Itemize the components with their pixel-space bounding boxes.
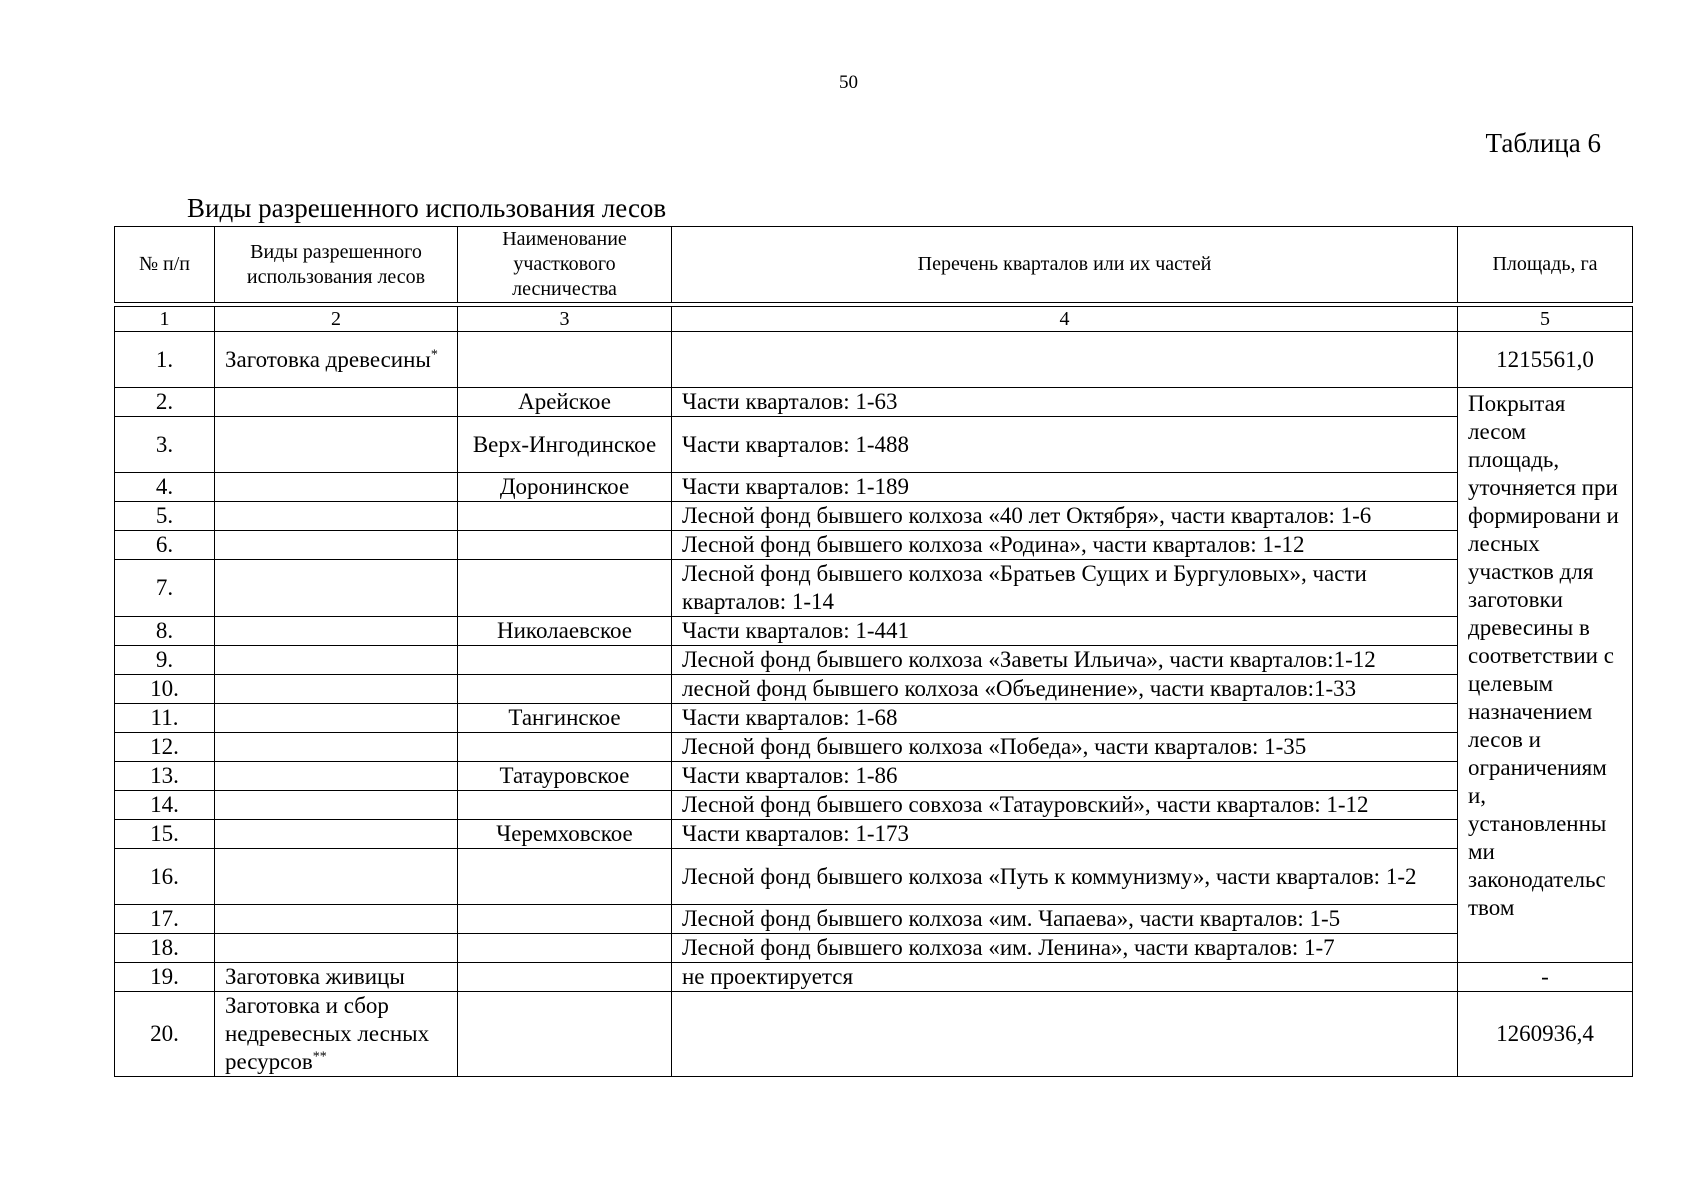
quarters-cell bbox=[672, 992, 1458, 1077]
use-type-cell: Заготовка живицы bbox=[215, 963, 458, 992]
table-row bbox=[115, 388, 1633, 417]
use-type-cell bbox=[215, 646, 458, 675]
use-type-cell bbox=[215, 560, 458, 617]
area-cell: 1260936,4 bbox=[1458, 992, 1633, 1077]
table-title: Виды разрешенного использования лесов bbox=[187, 193, 667, 223]
forestry-cell bbox=[458, 934, 672, 963]
quarters-cell bbox=[672, 332, 1458, 388]
use-type-cell bbox=[215, 992, 458, 1077]
use-type-cell bbox=[215, 473, 458, 502]
table-row bbox=[115, 992, 1633, 1077]
table-row bbox=[115, 820, 1633, 849]
page-number: 50 bbox=[839, 72, 858, 93]
header-cell: Виды разрешенного использования лесов bbox=[215, 227, 458, 303]
header-cell: Перечень кварталов или их частей bbox=[672, 227, 1458, 303]
area-cell: - bbox=[1458, 963, 1633, 992]
table-row bbox=[115, 417, 1633, 473]
quarters-cell: Части кварталов: 1-86 bbox=[672, 762, 1458, 791]
use-type-text: Заготовка древесины bbox=[225, 346, 431, 372]
quarters-cell: Лесной фонд бывшего колхоза «им. Ленина», части кварталов: 1-7 bbox=[672, 934, 1458, 963]
forestry-cell bbox=[458, 905, 672, 934]
quarters-cell: Лесной фонд бывшего колхоза «им. Чапаева», части кварталов: 1-5 bbox=[672, 905, 1458, 934]
table-row bbox=[115, 646, 1633, 675]
quarters-cell: Лесной фонд бывшего колхоза «40 лет Октября», части кварталов: 1-6 bbox=[672, 502, 1458, 531]
table-row bbox=[115, 934, 1633, 963]
row-number: 14. bbox=[115, 791, 215, 820]
row-number: 3. bbox=[115, 417, 215, 473]
use-type-cell bbox=[215, 820, 458, 849]
table-row bbox=[115, 704, 1633, 733]
forestry-cell bbox=[458, 675, 672, 704]
quarters-cell: лесной фонд бывшего колхоза «Объединение», части кварталов:1-33 bbox=[672, 675, 1458, 704]
table-row bbox=[115, 791, 1633, 820]
row-number: 7. bbox=[115, 560, 215, 617]
table-row bbox=[115, 849, 1633, 905]
header-cell: № п/п bbox=[115, 227, 215, 303]
forestry-cell bbox=[458, 502, 672, 531]
table-row bbox=[115, 617, 1633, 646]
column-number: 5 bbox=[1458, 307, 1633, 332]
table-row bbox=[115, 905, 1633, 934]
use-type-cell bbox=[215, 617, 458, 646]
use-type-cell bbox=[215, 934, 458, 963]
row-number: 1. bbox=[115, 332, 215, 388]
quarters-cell: не проектируется bbox=[672, 963, 1458, 992]
use-type-text: Заготовка и сбор недревесных лесных ресурсов bbox=[225, 993, 430, 1074]
quarters-cell: Части кварталов: 1-441 bbox=[672, 617, 1458, 646]
table-row bbox=[115, 733, 1633, 762]
table-row bbox=[115, 473, 1633, 502]
row-number: 12. bbox=[115, 733, 215, 762]
forestry-cell bbox=[458, 849, 672, 905]
forestry-cell: Тангинское bbox=[458, 704, 672, 733]
quarters-cell: Лесной фонд бывшего колхоза «Родина», части кварталов: 1-12 bbox=[672, 531, 1458, 560]
quarters-cell: Лесной фонд бывшего совхоза «Татауровский», части кварталов: 1-12 bbox=[672, 791, 1458, 820]
use-type-cell bbox=[215, 762, 458, 791]
row-number: 8. bbox=[115, 617, 215, 646]
forestry-cell: Николаевское bbox=[458, 617, 672, 646]
forestry-cell bbox=[458, 332, 672, 388]
table-row bbox=[115, 963, 1633, 992]
forestry-cell bbox=[458, 560, 672, 617]
use-type-cell bbox=[215, 388, 458, 417]
forestry-cell: Верх-Ингодинское bbox=[458, 417, 672, 473]
use-type-cell bbox=[215, 733, 458, 762]
row-number: 15. bbox=[115, 820, 215, 849]
row-number: 5. bbox=[115, 502, 215, 531]
table-label: Таблица 6 bbox=[1485, 128, 1601, 158]
table-row bbox=[115, 502, 1633, 531]
use-type-cell bbox=[215, 849, 458, 905]
quarters-cell: Части кварталов: 1-63 bbox=[672, 388, 1458, 417]
forestry-cell bbox=[458, 791, 672, 820]
row-number: 17. bbox=[115, 905, 215, 934]
forestry-cell bbox=[458, 733, 672, 762]
row-number: 19. bbox=[115, 963, 215, 992]
forestry-cell: Татауровское bbox=[458, 762, 672, 791]
table-row bbox=[115, 332, 1633, 388]
area-cell: 1215561,0 bbox=[1458, 332, 1633, 388]
quarters-cell: Лесной фонд бывшего колхоза «Победа», части кварталов: 1-35 bbox=[672, 733, 1458, 762]
table-row bbox=[115, 560, 1633, 617]
quarters-cell: Лесной фонд бывшего колхоза «Путь к коммунизму», части кварталов: 1-2 bbox=[672, 849, 1458, 905]
quarters-cell: Лесной фонд бывшего колхоза «Братьев Сущих и Бургуловых», части кварталов: 1-14 bbox=[672, 560, 1458, 617]
row-number: 11. bbox=[115, 704, 215, 733]
row-number: 2. bbox=[115, 388, 215, 417]
column-number: 1 bbox=[115, 307, 215, 332]
use-type-cell bbox=[215, 675, 458, 704]
quarters-cell: Части кварталов: 1-189 bbox=[672, 473, 1458, 502]
row-number: 16. bbox=[115, 849, 215, 905]
forest-use-table bbox=[114, 226, 1633, 1077]
use-type-cell bbox=[215, 531, 458, 560]
footnote-mark: * bbox=[430, 346, 438, 362]
forestry-cell bbox=[458, 992, 672, 1077]
forestry-cell: Арейское bbox=[458, 388, 672, 417]
column-number: 4 bbox=[672, 307, 1458, 332]
row-number: 4. bbox=[115, 473, 215, 502]
use-type-cell bbox=[215, 417, 458, 473]
quarters-cell: Части кварталов: 1-68 bbox=[672, 704, 1458, 733]
table-row bbox=[115, 762, 1633, 791]
use-type-cell bbox=[215, 704, 458, 733]
forestry-cell: Доронинское bbox=[458, 473, 672, 502]
quarters-cell: Лесной фонд бывшего колхоза «Заветы Ильича», части кварталов:1-12 bbox=[672, 646, 1458, 675]
use-type-cell bbox=[215, 905, 458, 934]
use-type-cell bbox=[215, 332, 458, 388]
footnote-mark: ** bbox=[312, 1049, 327, 1065]
header-cell: Площадь, га bbox=[1458, 227, 1633, 303]
forestry-cell bbox=[458, 963, 672, 992]
header-row bbox=[115, 227, 1633, 303]
column-number: 3 bbox=[458, 307, 672, 332]
quarters-cell: Части кварталов: 1-173 bbox=[672, 820, 1458, 849]
row-number: 10. bbox=[115, 675, 215, 704]
column-number: 2 bbox=[215, 307, 458, 332]
forestry-cell bbox=[458, 646, 672, 675]
row-number: 13. bbox=[115, 762, 215, 791]
forestry-cell bbox=[458, 531, 672, 560]
row-number: 9. bbox=[115, 646, 215, 675]
quarters-cell: Части кварталов: 1-488 bbox=[672, 417, 1458, 473]
area-note-cell: Покрытая лесом площадь, уточняется при формировани и лесных участков для заготовки древесины в соответствии с целевым назначением лесов и ограничениям и, установленны ми законодательс твом bbox=[1458, 388, 1633, 963]
row-number: 20. bbox=[115, 992, 215, 1077]
row-number: 18. bbox=[115, 934, 215, 963]
table-row bbox=[115, 675, 1633, 704]
header-cell: Наименование участкового лесничества bbox=[458, 227, 672, 303]
column-number-row bbox=[115, 307, 1633, 332]
row-number: 6. bbox=[115, 531, 215, 560]
use-type-cell bbox=[215, 791, 458, 820]
table-row bbox=[115, 531, 1633, 560]
forestry-cell: Черемховское bbox=[458, 820, 672, 849]
use-type-cell bbox=[215, 502, 458, 531]
